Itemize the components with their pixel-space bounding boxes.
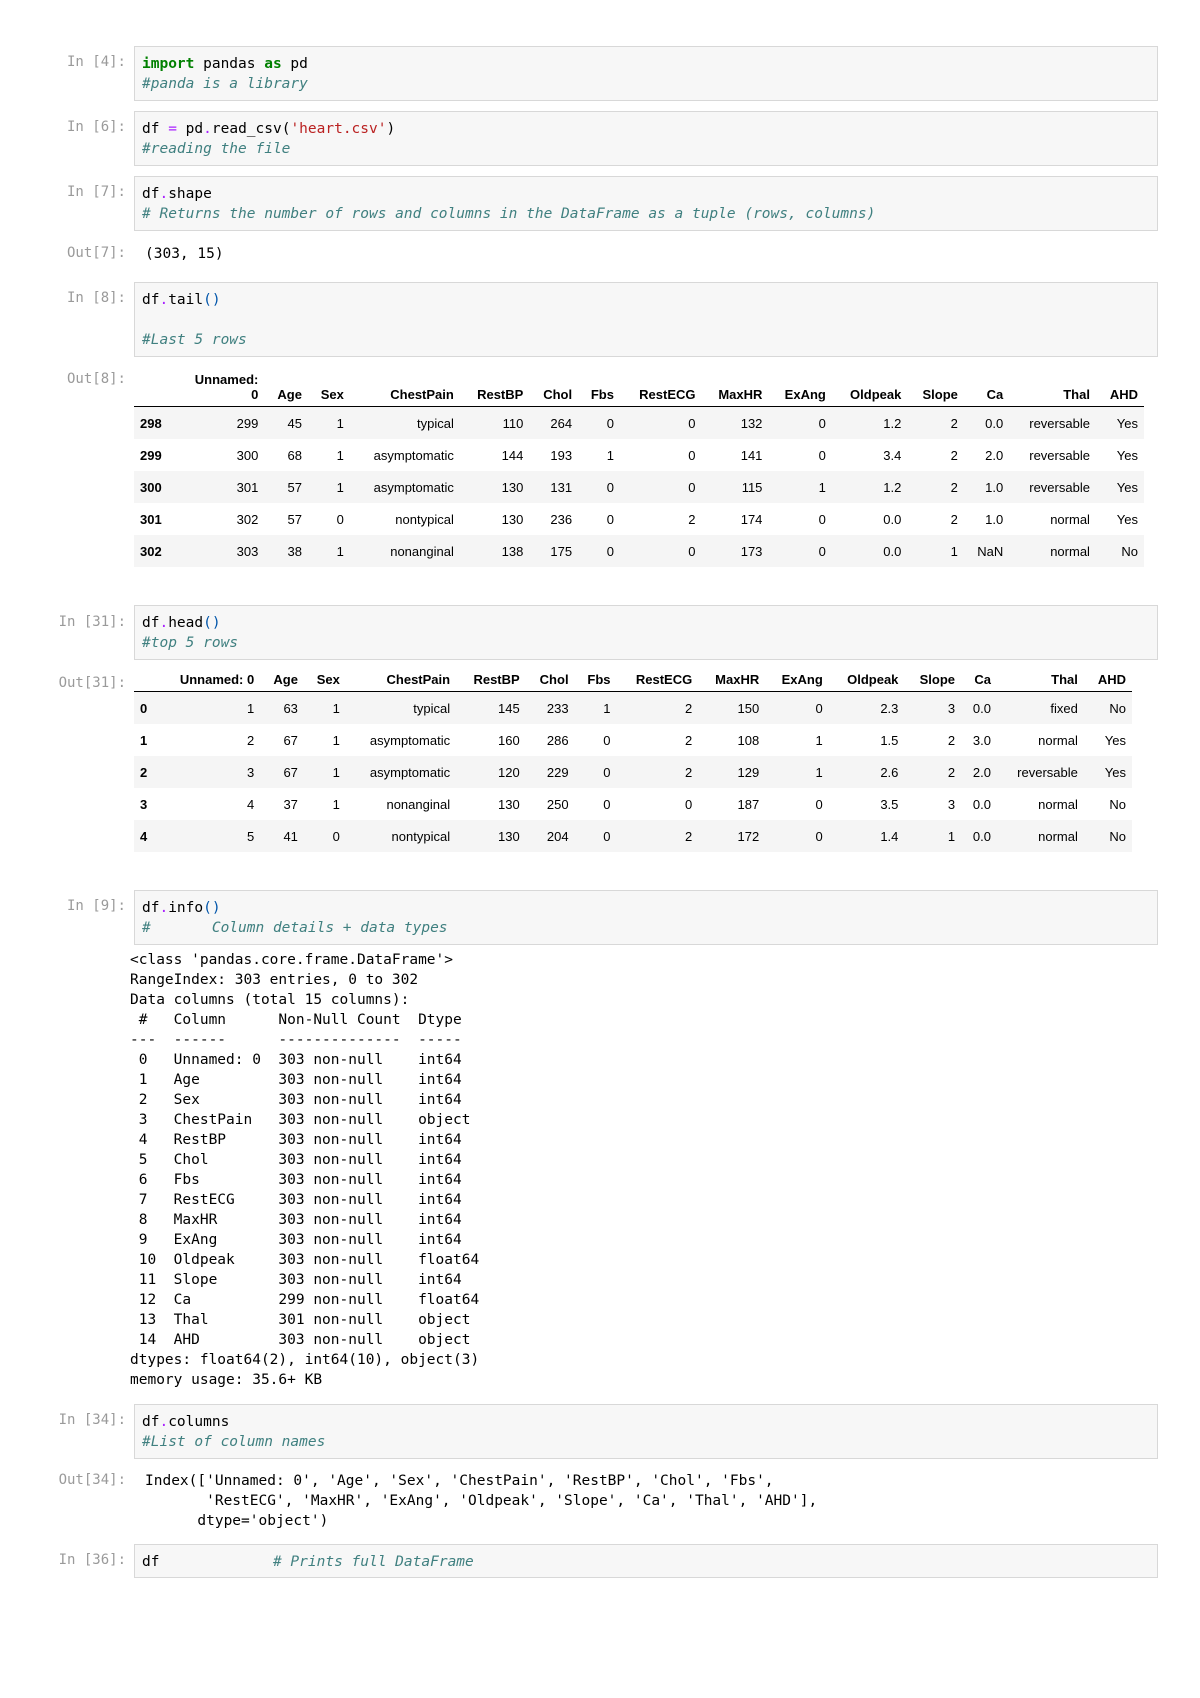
table-cell: 145 [456,692,526,725]
table-cell: fixed [997,692,1084,725]
table-cell: 110 [460,407,529,440]
column-header [134,368,174,407]
table-cell: 0 [606,511,614,527]
table-cell: 0 [688,447,696,463]
table-row [134,535,1144,567]
code-cell[interactable] [134,1404,1158,1459]
table-row [134,724,1132,756]
table-cell: 2 [617,820,699,852]
table-cell: 1 [308,407,350,440]
code-token: . [203,121,212,137]
table-cell: normal [1038,732,1078,748]
output-line: 12 Ca 299 non-null float64 [130,1292,480,1308]
table-cell: 68 [287,447,302,463]
table-cell: 5 [157,820,260,852]
table-cell: 0 [684,796,693,812]
table-cell: asymptomatic [350,471,460,503]
table-cell: typical [350,407,460,440]
output-line: 3 ChestPain 303 non-null object [130,1112,480,1128]
code-token: . [159,615,169,631]
column-header: RestECG [620,368,702,407]
code-comment: #panda is a library [142,76,308,92]
table-cell: 299 [174,407,264,440]
code-token: . [159,1414,169,1430]
table-row [134,788,1132,820]
code-cell[interactable] [134,890,1158,945]
code-comment: # Prints full DataFrame [272,1554,474,1570]
table-cell: 2 [617,692,699,725]
table-cell: 0.0 [961,692,997,725]
table-cell: reversable [1009,471,1096,503]
table-cell: NaN [964,535,1009,567]
table-cell: normal [1050,511,1090,527]
table-cell: 2 [907,407,964,440]
table-cell: 0 [620,535,702,567]
column-header: ExAng [768,368,831,407]
column-header: Sex [308,368,350,407]
table-cell: 2.0 [985,447,1004,463]
table-cell: 0 [765,820,829,852]
table-cell: 0 [336,511,344,527]
table-cell: 0 [578,535,620,567]
table-row [134,756,1132,788]
out-prompt: Out[34]: [58,1472,126,1488]
table-cell: 302 [236,511,259,527]
code-token: shape [168,186,212,202]
code-token: df [142,615,160,631]
table-cell: 108 [737,732,760,748]
in-prompt: In [7]: [66,184,126,200]
table-cell: No [1096,535,1144,567]
code-token: as [264,56,282,72]
column-header: Slope [904,668,961,692]
output-line: memory usage: 35.6+ KB [130,1372,323,1388]
table-cell: 1.2 [832,471,908,503]
table-cell: Yes [1116,447,1138,463]
column-header: Fbs [575,668,617,692]
row-index: 0 [134,692,157,725]
table-cell: 3.0 [972,732,991,748]
table-row [134,407,1144,440]
output-line: 11 Slope 303 non-null int64 [130,1272,480,1288]
table-cell: 63 [260,692,304,725]
column-header: Oldpeak [832,368,908,407]
table-cell: 1 [304,756,346,788]
code-token: ) [386,121,396,137]
row-index: 299 [140,447,162,463]
table-cell: 1 [768,471,831,503]
code-token: info [168,900,204,916]
table-cell: 38 [264,535,308,567]
table-cell: asymptomatic [369,732,451,748]
table-cell: 264 [529,407,578,440]
table-cell: nonanginal [350,535,460,567]
table-cell: 0 [603,796,611,812]
code-token: tail [168,292,204,308]
table-row [134,820,1132,852]
table-cell: 0 [603,732,611,748]
table-cell: 37 [283,796,298,812]
table-cell: normal [1038,796,1078,812]
table-cell: 130 [460,471,529,503]
output-line: 0 Unnamed: 0 303 non-null int64 [130,1052,480,1068]
row-index: 301 [140,511,162,527]
code-token: df [142,900,160,916]
output-line: 13 Thal 301 non-null object [130,1312,480,1328]
table-header-row [134,368,1144,407]
table-cell: 1.5 [880,732,899,748]
table-cell: 67 [283,732,298,748]
table-cell: 2 [950,511,958,527]
column-header: Unnamed: 0 [157,668,260,692]
column-header: Thal [997,668,1084,692]
table-cell: 2 [684,732,693,748]
table-cell: 0.0 [972,796,991,812]
column-header: Age [260,668,304,692]
table-cell: 41 [260,820,304,852]
table-cell: 160 [498,732,520,748]
code-cell[interactable] [134,1544,1158,1578]
table-cell: 3.4 [883,447,902,463]
column-header: RestBP [460,368,529,407]
row-index: 1 [140,732,148,748]
table-cell: 1 [904,820,961,852]
column-header: Chol [529,368,578,407]
table-cell: 132 [702,407,769,440]
code-token: pd [281,56,308,72]
table-cell: 0 [575,756,617,788]
table-cell: Yes [1096,407,1144,440]
table-cell: 2 [907,471,964,503]
table-cell: No [1084,692,1132,725]
column-header: Chol [526,668,575,692]
column-header [134,668,157,692]
column-header: Unnamed: 0 [174,368,264,407]
table-cell: 3.5 [880,796,899,812]
table-cell: 0 [578,407,620,440]
table-cell: 0.0 [832,535,908,567]
code-cell[interactable] [134,605,1158,660]
column-header: Fbs [578,368,620,407]
table-cell: 0 [620,471,702,503]
table-cell: 303 [174,535,264,567]
table-cell: 150 [698,692,765,725]
table-cell: 1 [157,692,260,725]
table-cell: 45 [264,407,308,440]
table-cell: 0 [765,692,829,725]
table-row [134,471,1144,503]
table-cell: 1 [336,447,344,463]
code-token: columns [168,1414,230,1430]
table-cell: Yes [1116,511,1138,527]
table-cell: normal [1009,535,1096,567]
table-cell: 1.0 [985,511,1004,527]
table-cell: 1 [907,535,964,567]
output-line: RangeIndex: 303 entries, 0 to 302 [130,972,419,988]
table-cell: reversable [997,756,1084,788]
in-prompt: In [9]: [66,898,126,914]
code-comment: #reading the file [142,141,291,157]
table-cell: 193 [550,447,573,463]
code-token: df [142,121,169,137]
column-header: ChestPain [346,668,456,692]
code-string: 'heart.csv' [290,121,387,137]
table-cell: 0.0 [961,820,997,852]
output-line: 7 RestECG 303 non-null int64 [130,1192,480,1208]
table-cell: 233 [526,692,575,725]
table-cell: nontypical [395,511,454,527]
code-comment: # Column details + data types [142,920,448,936]
column-header: AHD [1096,368,1144,407]
code-token: df [142,1414,160,1430]
output-line: dtype='object') [145,1513,329,1529]
table-cell: 4 [247,796,255,812]
table-cell: No [1109,796,1126,812]
table-cell: 250 [546,796,569,812]
table-cell: 0 [575,820,617,852]
table-cell: 120 [456,756,526,788]
table-cell: 131 [529,471,578,503]
code-token: () [203,900,221,916]
code-token: () [203,615,221,631]
output-line: 14 AHD 303 non-null object [130,1332,480,1348]
output-line: 8 MaxHR 303 non-null int64 [130,1212,480,1228]
table-cell: Yes [1084,756,1132,788]
code-cell[interactable] [134,111,1158,166]
table-cell: 2 [947,732,956,748]
table-cell: 229 [526,756,575,788]
column-header: MaxHR [698,668,765,692]
column-header: Sex [304,668,346,692]
code-token: = [168,121,177,137]
table-cell: 1 [304,692,346,725]
output-line: --- ------ -------------- ----- [130,1032,480,1048]
table-cell: 175 [529,535,578,567]
in-prompt: In [6]: [66,119,126,135]
output-line: Data columns (total 15 columns): [130,992,410,1008]
table-row [134,692,1132,725]
table-cell: 67 [260,756,304,788]
table-cell: 0 [304,820,346,852]
code-token: df [142,1554,160,1570]
table-cell: 1.0 [964,471,1009,503]
code-comment: #List of column names [142,1434,326,1450]
code-token: read_csv( [211,121,291,137]
table-row [134,439,1144,471]
table-cell: asymptomatic [373,447,454,463]
out-prompt: Out[7]: [66,245,126,261]
in-prompt: In [36]: [58,1552,126,1568]
code-token: . [159,186,169,202]
table-cell: 141 [740,447,763,463]
table-cell: 0 [815,796,823,812]
out-prompt: Out[8]: [66,371,126,387]
table-cell: 172 [698,820,765,852]
table-header-row [134,668,1132,692]
table-cell: 1 [332,796,340,812]
code-cell[interactable] [134,176,1158,231]
table-cell: Yes [1104,732,1126,748]
info-stdout [130,950,479,1390]
output-line: 'RestECG', 'MaxHR', 'ExAng', 'Oldpeak', 'Slope', 'Ca', 'Thal', 'AHD'], [145,1493,818,1509]
table-cell: 0 [818,511,826,527]
code-token: . [159,900,169,916]
table-cell: 3 [904,692,961,725]
table-cell: 0.0 [883,511,902,527]
table-cell: 2.0 [961,756,997,788]
output-line: Index(['Unnamed: 0', 'Age', 'Sex', 'ChestPain', 'RestBP', 'Chol', 'Fbs', [145,1473,774,1489]
table-cell: 1 [815,732,823,748]
table-cell: 236 [550,511,573,527]
table-cell: 138 [460,535,529,567]
column-header: Ca [961,668,997,692]
table-cell: asymptomatic [346,756,456,788]
table-cell: 1 [308,535,350,567]
table-cell: 144 [501,447,524,463]
dataframe-table-tail [134,368,1144,567]
column-header: Ca [964,368,1009,407]
output-line: 10 Oldpeak 303 non-null float64 [130,1252,480,1268]
table-cell: 1.4 [829,820,905,852]
code-token: df [142,292,160,308]
column-header: RestBP [456,668,526,692]
table-cell: Yes [1096,471,1144,503]
table-cell: 57 [287,511,302,527]
output-line: # Column Non-Null Count Dtype [130,1012,480,1028]
table-cell: nonanginal [386,796,451,812]
column-header: Thal [1009,368,1096,407]
column-header: Oldpeak [829,668,905,692]
table-row [134,503,1144,535]
table-cell: 174 [740,511,763,527]
row-index: 3 [140,796,148,812]
column-header: ExAng [765,668,829,692]
output-line: 9 ExAng 303 non-null int64 [130,1232,480,1248]
output-line: <class 'pandas.core.frame.DataFrame'> [130,952,454,968]
code-comment: #top 5 rows [142,635,239,651]
columns-output [145,1471,817,1531]
table-cell: 301 [174,471,264,503]
output-line: dtypes: float64(2), int64(10), object(3) [130,1352,480,1368]
row-index: 4 [134,820,157,852]
output-line: 5 Chol 303 non-null int64 [130,1152,480,1168]
table-cell: 130 [498,796,520,812]
output-line: 6 Fbs 303 non-null int64 [130,1172,480,1188]
table-cell: 2 [247,732,255,748]
code-token: . [159,292,169,308]
table-cell: 1 [575,692,617,725]
table-cell: 0.0 [964,407,1009,440]
table-cell: 1 [606,447,614,463]
output-line: 2 Sex 303 non-null int64 [130,1092,480,1108]
table-cell: 129 [698,756,765,788]
table-cell: 1.2 [832,407,908,440]
table-cell: 0 [578,471,620,503]
table-cell: normal [997,820,1084,852]
code-token: df [142,186,160,202]
output-line: 1 Age 303 non-null int64 [130,1072,480,1088]
code-cell[interactable] [134,282,1158,357]
table-cell: 173 [702,535,769,567]
out-prompt: Out[31]: [58,675,126,691]
row-index: 302 [134,535,174,567]
table-cell: 286 [546,732,569,748]
table-cell: No [1084,820,1132,852]
code-token: head [168,615,204,631]
column-header: Age [264,368,308,407]
table-cell: reversable [1009,407,1096,440]
table-cell: 2.6 [829,756,905,788]
table-cell: typical [346,692,456,725]
table-cell: reversable [1029,447,1090,463]
in-prompt: In [31]: [58,614,126,630]
table-cell: 1 [765,756,829,788]
code-comment: #Last 5 rows [142,332,247,348]
code-token: import [142,56,195,72]
table-cell: nontypical [346,820,456,852]
table-cell: 115 [702,471,769,503]
table-cell: 0 [620,407,702,440]
table-cell: 3 [947,796,956,812]
table-cell: 0 [768,407,831,440]
table-cell: 1 [308,471,350,503]
output-line: 4 RestBP 303 non-null int64 [130,1132,480,1148]
table-cell: 3 [157,756,260,788]
table-cell: 0 [768,535,831,567]
table-cell: 130 [501,511,524,527]
row-index: 298 [134,407,174,440]
dataframe-table-head [134,668,1132,852]
table-cell: 187 [737,796,760,812]
table-cell: 2 [904,756,961,788]
table-cell: 204 [526,820,575,852]
code-comment: # Returns the number of rows and columns in the DataFrame as a tuple (rows, columns) [142,206,876,222]
in-prompt: In [34]: [58,1412,126,1428]
row-index: 300 [134,471,174,503]
column-header: Slope [907,368,964,407]
output-text: (303, 15) [145,246,224,262]
code-token: () [203,292,221,308]
table-cell: 2.3 [829,692,905,725]
table-cell: 2 [950,447,958,463]
row-index: 2 [134,756,157,788]
code-cell[interactable] [134,46,1158,101]
table-cell: 2 [617,756,699,788]
in-prompt: In [4]: [66,54,126,70]
table-cell: 57 [264,471,308,503]
column-header: MaxHR [702,368,769,407]
in-prompt: In [8]: [66,290,126,306]
table-cell: 130 [456,820,526,852]
table-cell: 0 [818,447,826,463]
column-header: ChestPain [350,368,460,407]
table-cell: 1 [332,732,340,748]
table-cell: 300 [236,447,259,463]
code-token: pd [176,121,204,137]
code-token: pandas [194,56,265,72]
table-cell: 2 [688,511,696,527]
column-header: AHD [1084,668,1132,692]
column-header: RestECG [617,668,699,692]
